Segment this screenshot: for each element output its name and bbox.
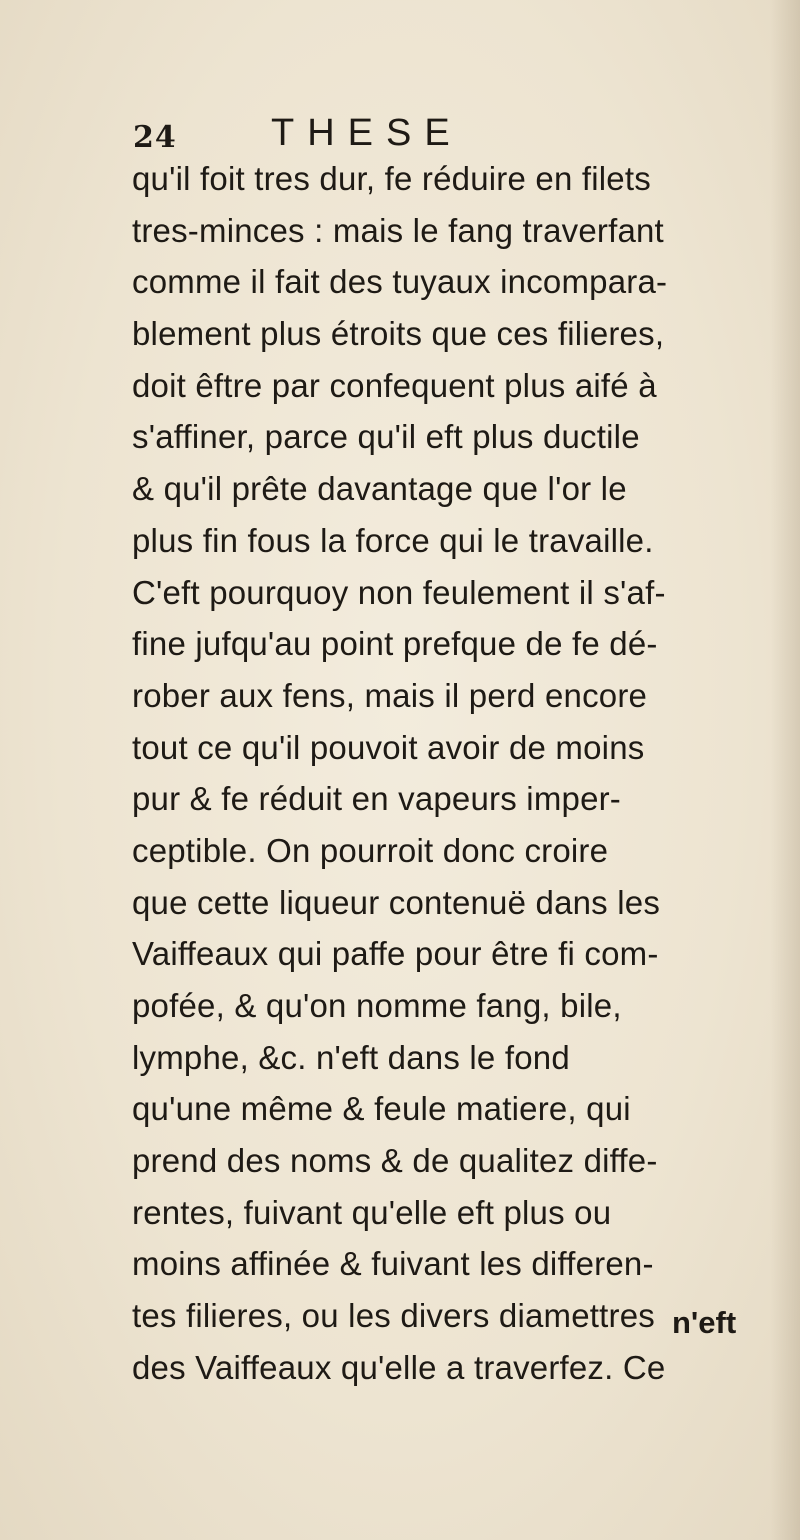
text-line: ceptible. On pourroit donc croire xyxy=(132,831,609,869)
text-line: pofée, & qu'on nomme fang, bile, xyxy=(132,987,622,1024)
text-line: tout ce qu'il pouvoit avoir de moins xyxy=(132,728,645,766)
text-line: tres-minces : mais le fang traverfant xyxy=(132,211,664,249)
page-number: 24 xyxy=(133,120,177,155)
text-line: qu'il foit tres dur, fe réduire en filets xyxy=(132,160,651,197)
text-line: moins affinée & fuivant les differen- xyxy=(132,1245,654,1283)
text-line: pur & fe réduit en vapeurs imper- xyxy=(132,780,621,818)
text-line: & qu'il prête davantage que l'or le xyxy=(132,470,627,508)
text-line: rober aux fens, mais il perd encore xyxy=(132,676,648,714)
running-title: THESE xyxy=(271,112,463,154)
text-line: plus fin fous la force qui le travaille. xyxy=(132,521,654,559)
text-line: prend des noms & de qualitez diffe- xyxy=(132,1142,658,1180)
text-line: blement plus étroits que ces filieres, xyxy=(132,315,665,353)
text-line: C'eft pourquoy non feulement il s'af- xyxy=(132,573,666,611)
text-line: Vaiffeaux qui paffe pour être fi com- xyxy=(132,935,659,973)
text-line: fine jufqu'au point prefque de fe dé- xyxy=(132,625,658,663)
text-line: comme il fait des tuyaux incompara- xyxy=(132,263,668,301)
catchword: n'eft xyxy=(672,1305,737,1340)
body-text xyxy=(132,153,772,1394)
page-edge-shadow xyxy=(770,0,800,1540)
text-line: qu'une même & feule matiere, qui xyxy=(132,1090,631,1128)
text-line: doit êftre par confequent plus aifé à xyxy=(132,366,657,404)
text-line: s'affiner, parce qu'il eft plus ductile xyxy=(132,418,640,456)
text-line: rentes, fuivant qu'elle eft plus ou xyxy=(132,1193,612,1231)
text-line: tes filieres, ou les divers diamettres xyxy=(132,1297,655,1335)
text-line: lymphe, &c. n'eft dans le fond xyxy=(132,1038,570,1076)
text-line: que cette liqueur contenuë dans les xyxy=(132,883,661,921)
text-line: des Vaiffeaux qu'elle a traverfez. Ce xyxy=(132,1348,666,1386)
